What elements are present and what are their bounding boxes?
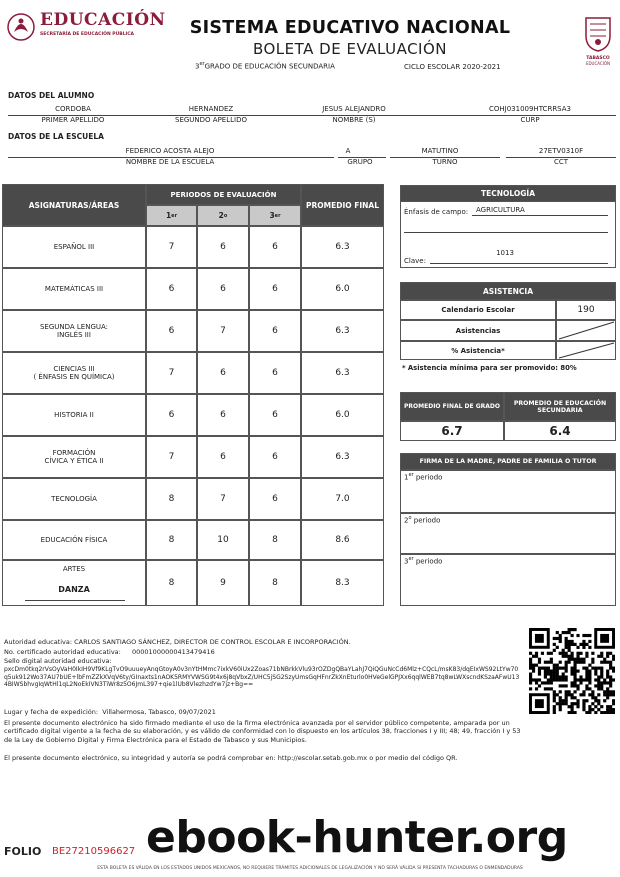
attendance-percent-label: % Asistencia* [400,341,556,360]
logo-subtext: SECRETARÍA DE EDUCACIÓN PÚBLICA [40,32,135,37]
calendar-value: 190 [556,300,616,320]
period-3-score: 8 [249,560,301,606]
digital-seal: pxcDm0tkq2rVsOyVaH0IkIH9Vf9KLgTvO9uuueyAnqGtoyA0v3nYtHMmc7ixkV60iUx2Zoas71bNBrkkVlu93rOZDgQBaYLahJ7QiQGuNcCd6Mlz+CQcL/msK83/dqEIxWS92LtYw70q5uk912Wo37AU7bUE+lbFmZZkXVqV6ty/GInaxts1nAOK5RMYVWSG9t4x6j8qVbxZ/UHC5jSG2SzyUmsGqHFnrZkXnEturlo0HVeGelGPJXx6qqlWEB7tq8wLWXscndKSzaAFwU134BIWSbhvgIqWtHl1qL2NoEkIVN3TiWr8z5O6JmL397+qie1lUb8VlezhzdYw7jz+Bg== [4,666,520,688]
period-2-score: 10 [197,520,249,560]
final-score: 6.3 [301,352,384,394]
period-1-score: 7 [146,352,197,394]
certificate-value: 00001000000413479416 [132,648,215,656]
second-surname-label: SEGUNDO APELLIDO [175,116,247,124]
student-section-title: DATOS DEL ALUMNO [8,91,95,100]
period-3-score: 8 [249,520,301,560]
group-value: A [345,147,351,155]
period-2-score: 7 [197,310,249,352]
cct-value: 27ETV0310F [538,147,584,155]
grade-average-value: 6.7 [400,421,504,441]
signature-period-3-label: 3er periodo [404,556,443,566]
signature-period-2-label: 2$^o$ periodo [404,515,441,525]
period-3-score: 6 [249,310,301,352]
emphasis-label: Énfasis de campo: [404,208,469,216]
attendance-title: ASISTENCIA [400,282,616,300]
seal-sublabel: EDUCACIÓN [585,61,611,66]
document-subtitle: BOLETA DE EVALUACIÓN [252,40,448,58]
period-3-score: 6 [249,478,301,520]
signature-period-2 [400,513,616,554]
period-2-score: 6 [197,394,249,436]
curp-label: CURP [520,116,540,124]
final-score: 6.3 [301,310,384,352]
folio-value: BE27210596627 [52,846,136,857]
period-1-score: 7 [146,226,197,268]
subject-cell: SEGUNDA LENGUA: INGLÉS III [2,310,146,352]
attendance-note: * Asistencia mínima para ser promovido: 80% [402,364,577,372]
school-section-title: DATOS DE LA ESCUELA [8,132,104,141]
period-1-score: 8 [146,520,197,560]
periods-header: PERIODOS DE EVALUACIÓN [146,184,301,205]
shift-value: MATUTINO [421,147,459,155]
technology-title: TECNOLOGÍA [400,185,616,202]
school-name-value: FEDERICO ACOSTA ALEJO [125,147,215,155]
names-label: NOMBRE (S) [332,116,376,124]
period-2-score: 6 [197,268,249,310]
key-value: 1013 [496,249,514,257]
final-score: 6.0 [301,394,384,436]
grade-average-label: PROMEDIO FINAL DE GRADO [400,392,504,421]
final-score: 6.3 [301,226,384,268]
subject-cell: HISTORIA II [2,394,146,436]
authority-line: Autoridad educativa: CARLOS SANTIAGO SÁNCHEZ, DIRECTOR DE CONTROL ESCOLAR E INCORPORACIÓN. [4,638,351,646]
seal-label: TABASCO [586,56,610,61]
period-3-score: 6 [249,352,301,394]
grade-line: 3erGRADO DE EDUCACIÓN SECUNDARIA [195,61,335,71]
signature-period-3 [400,554,616,606]
place-date: Lugar y fecha de expedición: Villahermosa, Tabasco, 09/07/2021 [4,708,216,716]
first-surname-label: PRIMER APELLIDO [41,116,105,124]
final-header: PROMEDIO FINAL [301,184,384,226]
group-label: GRUPO [347,158,373,166]
final-score: 8.3 [301,560,384,606]
final-score: 6.3 [301,436,384,478]
cct-label: CCT [553,158,569,166]
period-1-score: 8 [146,478,197,520]
period-1-score: 6 [146,310,197,352]
arts-underline [25,600,125,601]
subject-cell: MATEMÁTICAS III [2,268,146,310]
school-cycle: CICLO ESCOLAR 2020-2021 [404,63,501,71]
qr-code-icon [529,628,615,714]
tabasco-seal [583,14,613,64]
sep-logo [6,10,166,44]
period-2-header: 2 o [197,205,249,226]
period-3-score: 6 [249,394,301,436]
seal-label: Sello digital autoridad educativa: [4,657,112,665]
signature-period-1 [400,470,616,513]
watermark: ebook-hunter.org [146,812,568,863]
strike-icon [557,342,615,359]
verification-text: El presente documento electrónico, su integridad y autoría se podrá comprobar en: http://escolar.setab.gob.mx o por medio del código QR. [4,754,458,762]
final-score: 8.6 [301,520,384,560]
emphasis-line-1 [472,215,608,216]
bottom-note: ESTA BOLETA ES VÁLIDA EN LOS ESTADOS UNIDOS MEXICANOS, NO REQUIERE TRÁMITES ADICIONALES DE LEGALIZACIÓN Y NO SERÁ VÁLIDA SI PRESENTA TACHADURAS O ENMENDADURAS [97,866,523,871]
period-1-header: 1 er [146,205,197,226]
curp-value: COHJ031009HTCRRSA3 [488,105,571,113]
subjects-header: ASIGNATURAS/ÁREAS [2,184,146,226]
emphasis-value: AGRICULTURA [476,206,525,214]
calendar-label: Calendario Escolar [400,300,556,320]
final-score: 7.0 [301,478,384,520]
period-3-score: 6 [249,268,301,310]
subject-cell: FORMACIÓN CÍVICA Y ÉTICA II [2,436,146,478]
eagle-emblem-icon [6,10,36,44]
subject-cell: TECNOLOGÍA [2,478,146,520]
logo-text: EDUCACIÓN [40,10,166,30]
key-label: Clave: [404,257,426,265]
names-value: JESUS ALEJANDRO [322,105,386,113]
period-3-score: 6 [249,436,301,478]
period-1-score: 6 [146,394,197,436]
period-3-score: 6 [249,226,301,268]
qr-code [529,628,615,714]
second-surname-value: HERNANDEZ [188,105,234,113]
subject-cell: ARTES DANZA [2,560,146,606]
period-1-score: 8 [146,560,197,606]
attendance-label: Asistencias [400,320,556,341]
period-1-score: 6 [146,268,197,310]
level-average-value: 6.4 [504,421,616,441]
period-1-score: 7 [146,436,197,478]
subject-cell: EDUCACIÓN FÍSICA [2,520,146,560]
tabasco-shield-icon [583,14,613,52]
legal-text: El presente documento electrónico ha sido firmado mediante el uso de la firma electrónica avanzada por el servidor público competente, amparada por un certificado digital vigente a la fecha de su elaboración, y es válido de conformidad con lo dispuesto en los artículos 38, fracciones I y III; 48; 49, fracción I y 53 de la Ley de Gobierno Digital y Firma Electrónica para el Estado de Tabasco y sus Municipios. [4,719,521,744]
signature-title: FIRMA DE LA MADRE, PADRE DE FAMILIA O TUTOR [400,453,616,470]
school-name-label: NOMBRE DE LA ESCUELA [125,158,215,166]
emphasis-line-2 [404,232,608,233]
signature-period-1-label: 1er periodo [404,472,443,482]
folio-label: FOLIO [4,845,42,858]
document-title: SISTEMA EDUCATIVO NACIONAL [189,18,511,38]
subject-cell: CIENCIAS III ( ÉNFASIS EN QUÍMICA) [2,352,146,394]
attendance-value [556,320,616,341]
strike-icon [557,321,615,340]
subject-cell: ESPAÑOL III [2,226,146,268]
period-2-score: 9 [197,560,249,606]
final-score: 6.0 [301,268,384,310]
shift-label: TURNO [432,158,458,166]
period-3-header: 3 er [249,205,301,226]
first-surname-value: CORDOBA [55,105,91,113]
period-2-score: 6 [197,352,249,394]
attendance-percent-value [556,341,616,360]
period-2-score: 6 [197,436,249,478]
period-2-score: 6 [197,226,249,268]
key-line [430,263,608,264]
level-average-label: PROMEDIO DE EDUCACIÓN SECUNDARIA [504,392,616,421]
period-2-score: 7 [197,478,249,520]
certificate-label: No. certificado autoridad educativa: [4,648,121,656]
